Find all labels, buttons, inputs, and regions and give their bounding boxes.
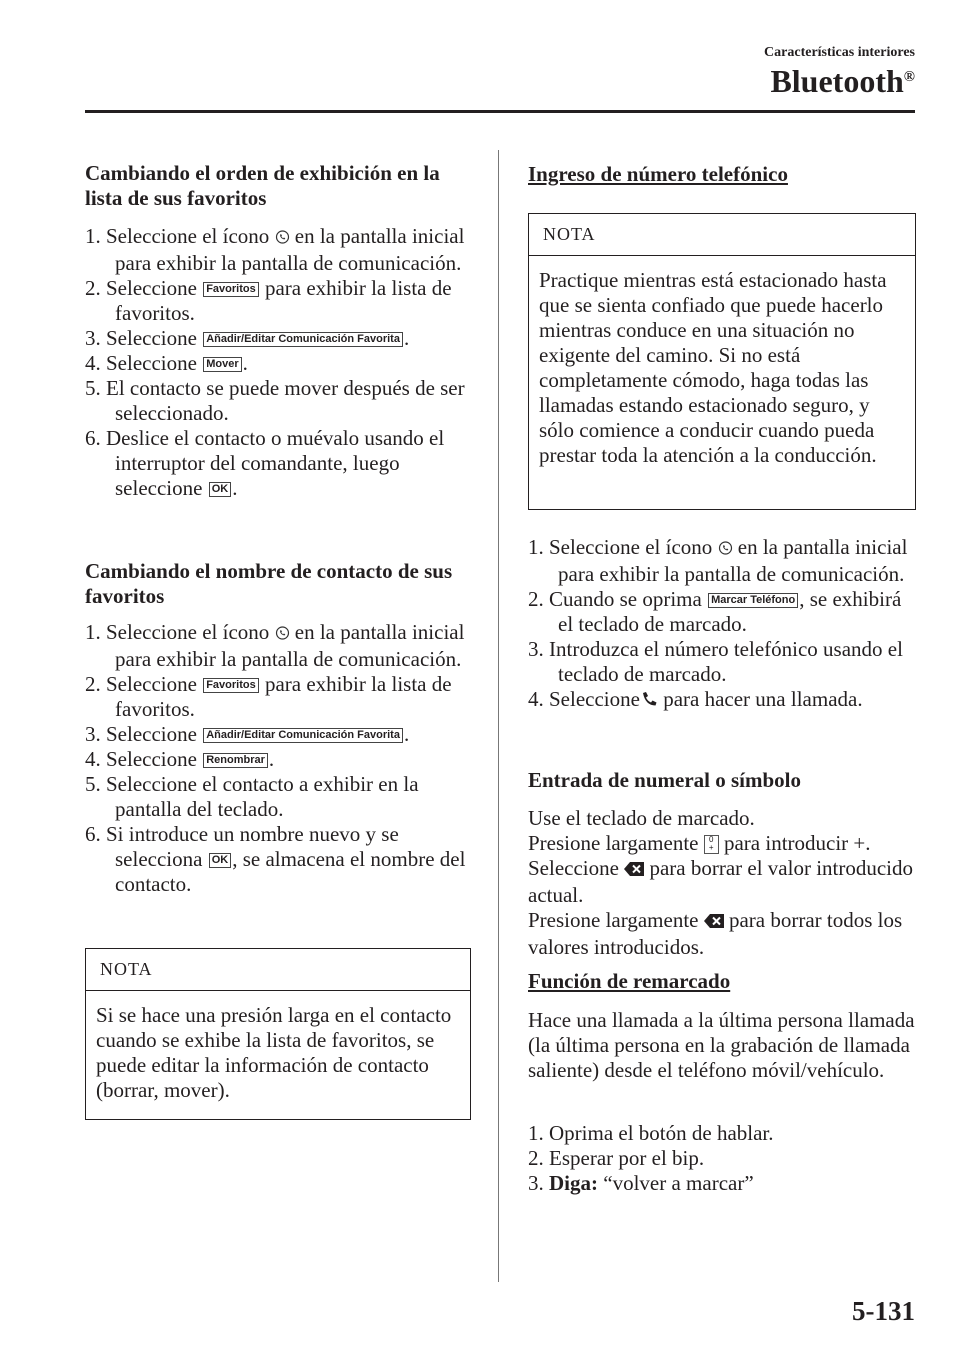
list-item [85, 620, 477, 672]
list-item [85, 326, 477, 351]
list-text: Seleccione [106, 672, 197, 696]
list-text: Seleccione el ícono [106, 620, 270, 644]
redial-description: Hace una llamada a la última persona llamada (la última persona en la grabación de llamada saliente) desde el teléfono móvil/vehículo. [528, 1008, 915, 1082]
redial-steps [528, 1121, 920, 1196]
list-item [528, 535, 920, 587]
note-label: NOTA [529, 214, 915, 256]
list-text: Esperar por el bip. [549, 1146, 705, 1170]
list-text: 4. [85, 747, 101, 771]
list-item [85, 376, 477, 426]
list-text: 3. [85, 326, 101, 350]
heading-reorder-favorites: Cambiando el orden de exhibición en la lista de sus favoritos [85, 161, 440, 210]
paragraph: Use el teclado de marcado. [528, 806, 755, 830]
list-text: 1. [528, 535, 544, 559]
list-text: en la pantalla inicial para exhibir la pantalla de comunicación. [115, 224, 465, 275]
list-text: 2. [85, 672, 101, 696]
list-text: 6. [85, 822, 101, 846]
list-item [85, 822, 477, 897]
list-text: “volver a marcar” [603, 1171, 754, 1195]
list-text: 5. [85, 376, 101, 400]
list-text: 3. [528, 1171, 544, 1195]
list-text: Seleccione el ícono [106, 224, 270, 248]
phone-bubble-icon [275, 226, 290, 251]
add-edit-favorite-button[interactable]: Añadir/Editar Comunicación Favorita [203, 728, 403, 743]
list-text: Seleccione [549, 687, 640, 711]
list-item [528, 1171, 920, 1196]
favoritos-button[interactable]: Favoritos [203, 282, 259, 297]
rename-steps [85, 620, 477, 897]
note-label: NOTA [86, 949, 470, 991]
list-item [528, 1121, 920, 1146]
heading-numeral-symbol: Entrada de numeral o símbolo [528, 768, 802, 792]
phone-bubble-icon [718, 537, 733, 562]
list-text: . [242, 351, 248, 375]
list-item [528, 1146, 920, 1171]
phone-bubble-icon [275, 622, 290, 647]
note-box-driving [528, 213, 916, 510]
backspace-delete-icon[interactable] [624, 858, 644, 883]
list-text: Seleccione el contacto a exhibir en la pantalla del teclado. [106, 772, 419, 821]
add-edit-favorite-button[interactable]: Añadir/Editar Comunicación Favorita [203, 332, 403, 347]
list-text: 2. [85, 276, 101, 300]
favoritos-button[interactable]: Favoritos [203, 678, 259, 693]
list-text: 1. [85, 620, 101, 644]
column-divider [498, 150, 499, 1282]
zero-plus-key-icon[interactable]: 0 + [704, 835, 719, 854]
list-text: 5. [85, 772, 101, 796]
list-text: Introduzca el número telefónico usando el teclado de marcado. [549, 637, 903, 686]
heading-rename-contact: Cambiando el nombre de contacto de sus favoritos [85, 559, 453, 608]
list-text: Seleccione [106, 351, 197, 375]
ok-button[interactable]: OK [209, 853, 232, 868]
list-text: Seleccione el ícono [549, 535, 713, 559]
list-text: Seleccione [106, 747, 197, 771]
list-text: 3. [85, 722, 101, 746]
list-text: El contacto se puede mover después de ser seleccionado. [106, 376, 465, 425]
heading-phone-number-entry: Ingreso de número telefónico [528, 162, 788, 186]
list-text: Seleccione [106, 722, 197, 746]
list-text: 1. [528, 1121, 544, 1145]
list-text: , se almacena el nombre del contacto. [115, 847, 466, 896]
list-text: Seleccione [106, 276, 197, 300]
list-item [85, 351, 477, 376]
list-text: para exhibir la lista de favoritos. [115, 672, 452, 721]
mover-button[interactable]: Mover [203, 357, 241, 372]
dial-steps [528, 535, 920, 714]
list-text: Diga: [549, 1171, 598, 1195]
reorder-steps [85, 224, 477, 501]
list-text: 2. [528, 587, 544, 611]
list-text: Si introduce un nombre nuevo y se selecciona [106, 822, 399, 871]
note-text: Si se hace una presión larga en el contacto cuando se exhibe la lista de favoritos, se puede editar la información de contacto (borrar, mover). [96, 1003, 452, 1102]
list-item [528, 687, 920, 714]
marcar-telefono-button[interactable]: Marcar Teléfono [708, 593, 798, 608]
ok-button[interactable]: OK [209, 482, 232, 497]
chapter-title [770, 62, 915, 100]
list-text: . [403, 722, 410, 746]
list-text: 3. [528, 637, 544, 661]
list-item [85, 747, 477, 772]
section-title: Características interiores [764, 45, 915, 60]
list-text: Oprima el botón de hablar. [549, 1121, 774, 1145]
list-text: 1. [85, 224, 101, 248]
list-text: , se exhibirá el teclado de marcado. [558, 587, 902, 636]
note-text: Practique mientras está estacionado hasta que se sienta confiado que puede hacerlo mientras conduce en una situación no exigente del camino. Si no está completamente cómodo, haga todas las llamadas estando estacionado seguro, y sólo comience a conducir cuando pueda prestar toda la atención a la conducción. [539, 268, 887, 467]
list-text: 4. [85, 351, 101, 375]
list-text: . [232, 476, 238, 500]
list-item [85, 224, 477, 276]
list-text: Seleccione [106, 326, 197, 350]
list-text: . [403, 326, 410, 350]
page-number: 5-131 [852, 1296, 915, 1326]
list-text: . [268, 747, 275, 771]
list-item [85, 722, 477, 747]
list-item [85, 426, 477, 501]
list-item [85, 672, 477, 722]
header-rule [85, 110, 915, 113]
heading-redial: Función de remarcado [528, 969, 731, 993]
numeral-instructions [528, 806, 918, 960]
list-text: en la pantalla inicial para exhibir la pantalla de comunicación. [558, 535, 908, 586]
paragraph: Seleccione para borrar el valor introducido actual. [528, 856, 914, 907]
renombrar-button[interactable]: Renombrar [203, 753, 268, 768]
list-item [85, 276, 477, 326]
list-item [528, 587, 920, 637]
registered-mark: ® [903, 69, 915, 85]
list-text: 4. [528, 687, 544, 711]
list-text: para exhibir la lista de favoritos. [115, 276, 452, 325]
paragraph: Presione largamente 0 + para introducir +. [528, 831, 871, 855]
list-text: en la pantalla inicial para exhibir la pantalla de comunicación. [115, 620, 465, 671]
phone-handset-icon[interactable] [640, 689, 658, 714]
note-box-favorites [85, 948, 471, 1120]
list-text: 2. [528, 1146, 544, 1170]
backspace-delete-icon[interactable] [704, 910, 724, 935]
paragraph: Presione largamente para borrar todos los valores introducidos. [528, 908, 903, 959]
chapter-title-text: Bluetooth [770, 63, 904, 99]
list-text: para hacer una llamada. [663, 687, 863, 711]
list-text: 6. [85, 426, 101, 450]
list-item [528, 637, 920, 687]
list-text: Deslice el contacto o muévalo usando el interruptor del comandante, luego seleccione [106, 426, 445, 500]
list-item [85, 772, 477, 822]
list-text: Cuando se oprima [549, 587, 702, 611]
